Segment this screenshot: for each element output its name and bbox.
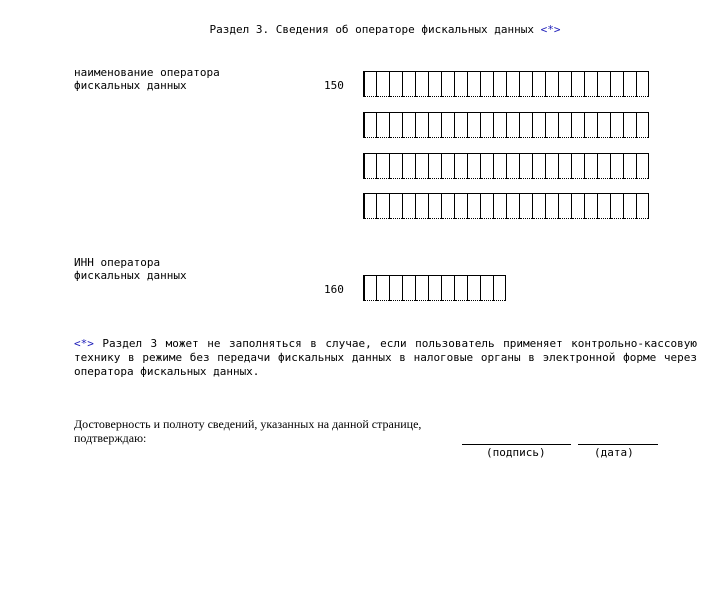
operator-name-cell[interactable] bbox=[532, 193, 545, 219]
operator-name-row bbox=[363, 193, 649, 220]
operator-name-cell[interactable] bbox=[415, 71, 428, 97]
operator-name-cell[interactable] bbox=[467, 112, 480, 138]
operator-name-cell[interactable] bbox=[363, 193, 376, 219]
operator-inn-cell[interactable] bbox=[454, 275, 467, 301]
operator-name-cell[interactable] bbox=[428, 193, 441, 219]
operator-inn-cell[interactable] bbox=[467, 275, 480, 301]
operator-name-cell[interactable] bbox=[558, 112, 571, 138]
operator-name-cell[interactable] bbox=[493, 71, 506, 97]
footnote bbox=[74, 337, 697, 379]
operator-name-cell[interactable] bbox=[571, 193, 584, 219]
operator-name-label-line2: фискальных данных bbox=[74, 79, 187, 92]
operator-name-cell[interactable] bbox=[389, 193, 402, 219]
operator-name-cell[interactable] bbox=[441, 193, 454, 219]
operator-inn-cell[interactable] bbox=[441, 275, 454, 301]
operator-inn-cell[interactable] bbox=[363, 275, 376, 301]
operator-name-cell[interactable] bbox=[636, 71, 649, 97]
operator-name-cell[interactable] bbox=[402, 193, 415, 219]
operator-name-cell[interactable] bbox=[493, 112, 506, 138]
section-title-text: Раздел 3. Сведения об операторе фискальных данных bbox=[209, 23, 541, 36]
operator-inn-label-line2: фискальных данных bbox=[74, 269, 187, 282]
operator-name-cell[interactable] bbox=[415, 193, 428, 219]
date-caption: (дата) bbox=[594, 446, 634, 459]
operator-name-cell[interactable] bbox=[376, 112, 389, 138]
operator-inn-label-line1: ИНН оператора bbox=[74, 256, 161, 269]
operator-inn-cell[interactable] bbox=[415, 275, 428, 301]
operator-name-cell[interactable] bbox=[506, 71, 519, 97]
operator-name-cell[interactable] bbox=[610, 112, 623, 138]
operator-inn-cell[interactable] bbox=[376, 275, 389, 301]
operator-name-cell[interactable] bbox=[571, 71, 584, 97]
operator-name-row bbox=[363, 112, 649, 139]
operator-name-cell[interactable] bbox=[389, 71, 402, 97]
section-title bbox=[0, 23, 727, 36]
operator-name-cell[interactable] bbox=[610, 153, 623, 179]
operator-inn-cell[interactable] bbox=[480, 275, 493, 301]
operator-name-cell[interactable] bbox=[389, 112, 402, 138]
operator-name-cell[interactable] bbox=[519, 153, 532, 179]
operator-name-cell[interactable] bbox=[597, 153, 610, 179]
signature-caption: (подпись) bbox=[486, 446, 546, 459]
operator-name-cell[interactable] bbox=[584, 112, 597, 138]
operator-name-cell[interactable] bbox=[493, 153, 506, 179]
operator-name-cell[interactable] bbox=[480, 193, 493, 219]
operator-name-cell[interactable] bbox=[441, 153, 454, 179]
footnote-text: Раздел 3 может не заполняться в случае, если пользователь применяет контрольно-кассовую технику в режиме без передачи фискальных данных в налоговые органы в электронной форме через оператора фискальных данных. bbox=[74, 337, 697, 378]
operator-name-cell[interactable] bbox=[623, 153, 636, 179]
operator-inn-code: 160 bbox=[324, 283, 344, 296]
operator-name-code: 150 bbox=[324, 79, 344, 92]
operator-name-cell[interactable] bbox=[402, 112, 415, 138]
operator-inn-cell[interactable] bbox=[389, 275, 402, 301]
operator-name-row bbox=[363, 71, 649, 98]
operator-name-cell[interactable] bbox=[584, 153, 597, 179]
operator-name-cell[interactable] bbox=[597, 112, 610, 138]
operator-name-cell[interactable] bbox=[558, 153, 571, 179]
operator-name-cell[interactable] bbox=[428, 71, 441, 97]
operator-name-cell[interactable] bbox=[389, 153, 402, 179]
operator-name-cell[interactable] bbox=[623, 71, 636, 97]
operator-name-cell[interactable] bbox=[519, 193, 532, 219]
section-footnote-link[interactable]: <*> bbox=[540, 23, 561, 36]
operator-name-label-line1: наименование оператора bbox=[74, 66, 220, 79]
operator-name-cell[interactable] bbox=[545, 71, 558, 97]
operator-name-cell[interactable] bbox=[441, 112, 454, 138]
operator-name-cell[interactable] bbox=[532, 112, 545, 138]
operator-name-cell[interactable] bbox=[376, 71, 389, 97]
operator-name-cell[interactable] bbox=[636, 153, 649, 179]
operator-inn-cell[interactable] bbox=[402, 275, 415, 301]
operator-name-cell[interactable] bbox=[584, 71, 597, 97]
operator-name-cell[interactable] bbox=[623, 193, 636, 219]
operator-name-cell[interactable] bbox=[467, 193, 480, 219]
operator-name-cell[interactable] bbox=[519, 71, 532, 97]
operator-name-cell[interactable] bbox=[636, 193, 649, 219]
operator-name-cell[interactable] bbox=[480, 112, 493, 138]
operator-name-cell[interactable] bbox=[558, 193, 571, 219]
operator-name-cell[interactable] bbox=[532, 153, 545, 179]
operator-name-cell[interactable] bbox=[454, 112, 467, 138]
operator-name-cell[interactable] bbox=[597, 71, 610, 97]
footnote-mark[interactable]: <*> bbox=[74, 337, 94, 350]
operator-name-cell[interactable] bbox=[363, 71, 376, 97]
operator-name-cell[interactable] bbox=[610, 71, 623, 97]
operator-name-cell[interactable] bbox=[506, 112, 519, 138]
operator-name-cell[interactable] bbox=[363, 112, 376, 138]
operator-name-cell[interactable] bbox=[480, 71, 493, 97]
operator-name-cell[interactable] bbox=[428, 112, 441, 138]
date-line[interactable] bbox=[578, 444, 658, 445]
operator-name-cell[interactable] bbox=[402, 153, 415, 179]
operator-name-cell[interactable] bbox=[519, 112, 532, 138]
operator-name-cell[interactable] bbox=[545, 193, 558, 219]
operator-name-cell[interactable] bbox=[454, 193, 467, 219]
operator-name-label bbox=[74, 66, 220, 92]
operator-name-cell[interactable] bbox=[636, 112, 649, 138]
operator-name-cell[interactable] bbox=[467, 71, 480, 97]
operator-name-cell[interactable] bbox=[610, 193, 623, 219]
operator-name-cell[interactable] bbox=[545, 112, 558, 138]
operator-name-cell[interactable] bbox=[597, 193, 610, 219]
operator-name-cell[interactable] bbox=[454, 71, 467, 97]
signature-line[interactable] bbox=[462, 444, 571, 445]
operator-name-cell[interactable] bbox=[506, 153, 519, 179]
operator-name-cell[interactable] bbox=[532, 71, 545, 97]
operator-name-cell[interactable] bbox=[584, 193, 597, 219]
operator-inn-cell[interactable] bbox=[493, 275, 506, 301]
operator-name-cell[interactable] bbox=[376, 153, 389, 179]
operator-name-cell[interactable] bbox=[558, 71, 571, 97]
operator-inn-field bbox=[363, 275, 506, 302]
operator-name-cell[interactable] bbox=[623, 112, 636, 138]
operator-name-cell[interactable] bbox=[571, 153, 584, 179]
operator-inn-label bbox=[74, 256, 187, 282]
operator-name-cell[interactable] bbox=[402, 71, 415, 97]
operator-name-cell[interactable] bbox=[415, 153, 428, 179]
operator-name-cell[interactable] bbox=[415, 112, 428, 138]
confirmation-text: Достоверность и полноту сведений, указанных на данной странице, подтверждаю: bbox=[74, 417, 422, 445]
operator-name-cell[interactable] bbox=[493, 193, 506, 219]
operator-name-cell[interactable] bbox=[480, 153, 493, 179]
operator-name-cell[interactable] bbox=[571, 112, 584, 138]
operator-name-cell[interactable] bbox=[545, 153, 558, 179]
operator-name-cell[interactable] bbox=[376, 193, 389, 219]
operator-name-cell[interactable] bbox=[506, 193, 519, 219]
operator-name-cell[interactable] bbox=[441, 71, 454, 97]
operator-name-row bbox=[363, 153, 649, 180]
operator-name-cell[interactable] bbox=[454, 153, 467, 179]
operator-inn-cell[interactable] bbox=[428, 275, 441, 301]
operator-name-cell[interactable] bbox=[363, 153, 376, 179]
operator-name-cell[interactable] bbox=[428, 153, 441, 179]
operator-name-cell[interactable] bbox=[467, 153, 480, 179]
